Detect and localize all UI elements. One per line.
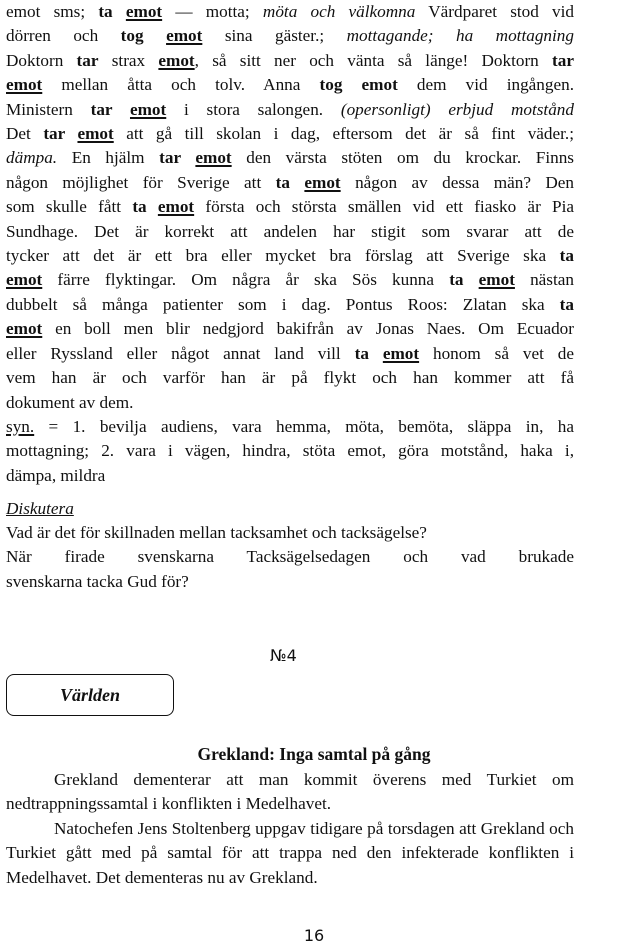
text-span: eller Ryssland eller något annat land vill: [6, 343, 355, 363]
text-span: En hjälm: [57, 148, 160, 168]
bold-phrase: ta: [132, 197, 158, 217]
bold-phrase: tog: [120, 26, 167, 46]
highlighted-term: emot: [77, 124, 114, 144]
section-number: №4: [270, 646, 297, 665]
text-span: nästan: [514, 270, 574, 290]
bold-phrase: tar: [159, 148, 196, 168]
dictionary-line: [6, 293, 574, 317]
highlighted-term: emot: [129, 99, 167, 119]
dictionary-line: [6, 342, 574, 366]
dictionary-line: [6, 98, 574, 122]
text-span: i stora salongen.: [166, 99, 341, 119]
text-span: Sundhage. Det är korrekt att andelen har stigit som svarar att de: [6, 221, 574, 241]
bold-phrase: ta: [559, 294, 574, 314]
highlighted-term: emot: [6, 270, 43, 290]
text-span: någon av dessa män? Den: [340, 172, 575, 192]
highlighted-term: emot: [157, 197, 195, 217]
synonym-line: [6, 415, 574, 439]
highlighted-term: emot: [6, 319, 43, 339]
highlighted-term: emot: [304, 172, 341, 192]
bold-phrase: tar: [76, 50, 99, 70]
bold-phrase: tog emot: [319, 75, 398, 95]
highlighted-term: emot: [195, 148, 232, 168]
bold-phrase: tar: [43, 124, 78, 144]
text-span: Det: [6, 124, 44, 144]
synonym-line: [6, 439, 574, 463]
text-span: som skulle fått: [6, 197, 133, 217]
text-span: mottagande; ha mottagning: [346, 26, 574, 46]
highlighted-term: emot: [382, 343, 420, 363]
discussion-block: [6, 497, 574, 594]
text-span: Ministern: [6, 99, 91, 119]
bold-phrase: ta: [354, 343, 383, 363]
text-span: sina gäster.;: [202, 26, 347, 46]
article-paragraph-2: Natochefen Jens Stoltenberg uppgav tidigare på torsdagen att Grekland och Turkiet gått med på samtal för att trappa ned den infekterade konflikten i Medelhavet. Det dementeras nu av Grekland.: [6, 818, 574, 887]
text-span: en boll men blir nedgjord bakifrån av Jonas Naes. Om Ecuador: [42, 319, 574, 339]
text-span: Värdparet stod vid: [415, 2, 575, 21]
highlighted-term: emot: [6, 75, 43, 95]
highlighted-term: emot: [158, 50, 195, 70]
dictionary-line: [6, 391, 574, 415]
highlighted-term: syn.: [6, 417, 35, 436]
text-span: den värsta stöten om du krockar. Finns: [231, 148, 574, 168]
discussion-heading: Diskutera: [6, 499, 74, 518]
article-paragraph-1: Grekland dementerar att man kommit överens med Turkiet om nedtrappningssamtal i konflikten i Medelhavet.: [6, 770, 574, 814]
text-span: dämpa.: [6, 148, 58, 168]
page-number: 16: [303, 926, 325, 945]
text-span: emot sms;: [6, 2, 99, 21]
bold-phrase: ta: [275, 172, 305, 192]
text-span: — motta;: [162, 2, 263, 21]
text-span: dämpa, mildra: [6, 465, 106, 485]
text-span: första och största smällen vid ett fiasko är Pia: [194, 197, 574, 217]
text-span: = 1. bevilja audiens, vara hemma, möta, bemöta, släppa in, ha: [34, 417, 574, 436]
text-span: dokument av dem.: [6, 392, 134, 412]
dictionary-line: [6, 317, 574, 341]
dictionary-line: [6, 171, 574, 195]
dictionary-line: [6, 244, 574, 268]
dictionary-line: [6, 220, 574, 244]
highlighted-term: emot: [166, 26, 203, 46]
dictionary-line: [6, 268, 574, 292]
discussion-question-2: När firade svenskarna Tacksägelsedagen och vad brukade: [6, 547, 574, 567]
synonyms: [6, 415, 574, 488]
text-span: (opersonligt) erbjud motstånd: [340, 99, 574, 119]
dictionary-line: [6, 24, 574, 48]
discussion-question-1: Vad är det för skillnaden mellan tacksamhet och tacksägelse?: [6, 523, 427, 542]
synonym-line: [6, 464, 574, 488]
text-span: honom så vet de: [419, 343, 574, 363]
bold-phrase: tar: [552, 50, 574, 70]
text-span: möta och välkomna: [262, 2, 416, 21]
dictionary-line: [6, 49, 574, 73]
dictionary-line: [6, 122, 574, 146]
dictionary-line: [6, 195, 574, 219]
text-span: färre flyktingar. Om några år ska Sös kunna: [42, 270, 450, 290]
text-span: mellan åtta och tolv. Anna: [42, 75, 320, 95]
highlighted-term: emot: [478, 270, 515, 290]
text-span: vem han är och varför han är på flykt och han kommer att få: [6, 368, 574, 388]
text-span: någon möjlighet för Sverige att: [6, 172, 276, 192]
bold-phrase: ta: [559, 246, 574, 266]
text-span: mottagning; 2. vara i vägen, hindra, stöta emot, göra motstånd, haka i,: [6, 441, 574, 461]
text-span: strax: [98, 50, 159, 70]
text-span: tycker att det är ett bra eller mycket bra förslag att Sverige ska: [6, 246, 560, 266]
bold-phrase: ta: [449, 270, 479, 290]
section-label: Världen: [6, 674, 174, 716]
bold-phrase: tar: [90, 99, 130, 119]
dictionary-entry: [6, 0, 574, 415]
bold-phrase: ta: [98, 2, 126, 21]
text-span: , så sitt ner och vänta så länge! Doktorn: [194, 50, 553, 70]
article-title: Grekland: Inga samtal på gång: [197, 744, 431, 764]
text-span: att gå till skolan i dag, eftersom det är så fint väder.;: [113, 124, 574, 144]
discussion-question-2-cont: svenskarna tacka Gud för?: [6, 571, 189, 591]
text-span: dem vid ingången.: [397, 75, 574, 95]
article-body: [6, 768, 574, 890]
dictionary-line: [6, 0, 574, 24]
dictionary-line: [6, 366, 574, 390]
dictionary-line: [6, 73, 574, 97]
text-span: Doktorn: [6, 50, 77, 70]
text-span: dubbelt så många patienter som i dag. Pontus Roos: Zlatan ska: [6, 294, 560, 314]
text-span: dörren och: [6, 26, 121, 46]
dictionary-line: [6, 146, 574, 170]
highlighted-term: emot: [125, 2, 163, 21]
